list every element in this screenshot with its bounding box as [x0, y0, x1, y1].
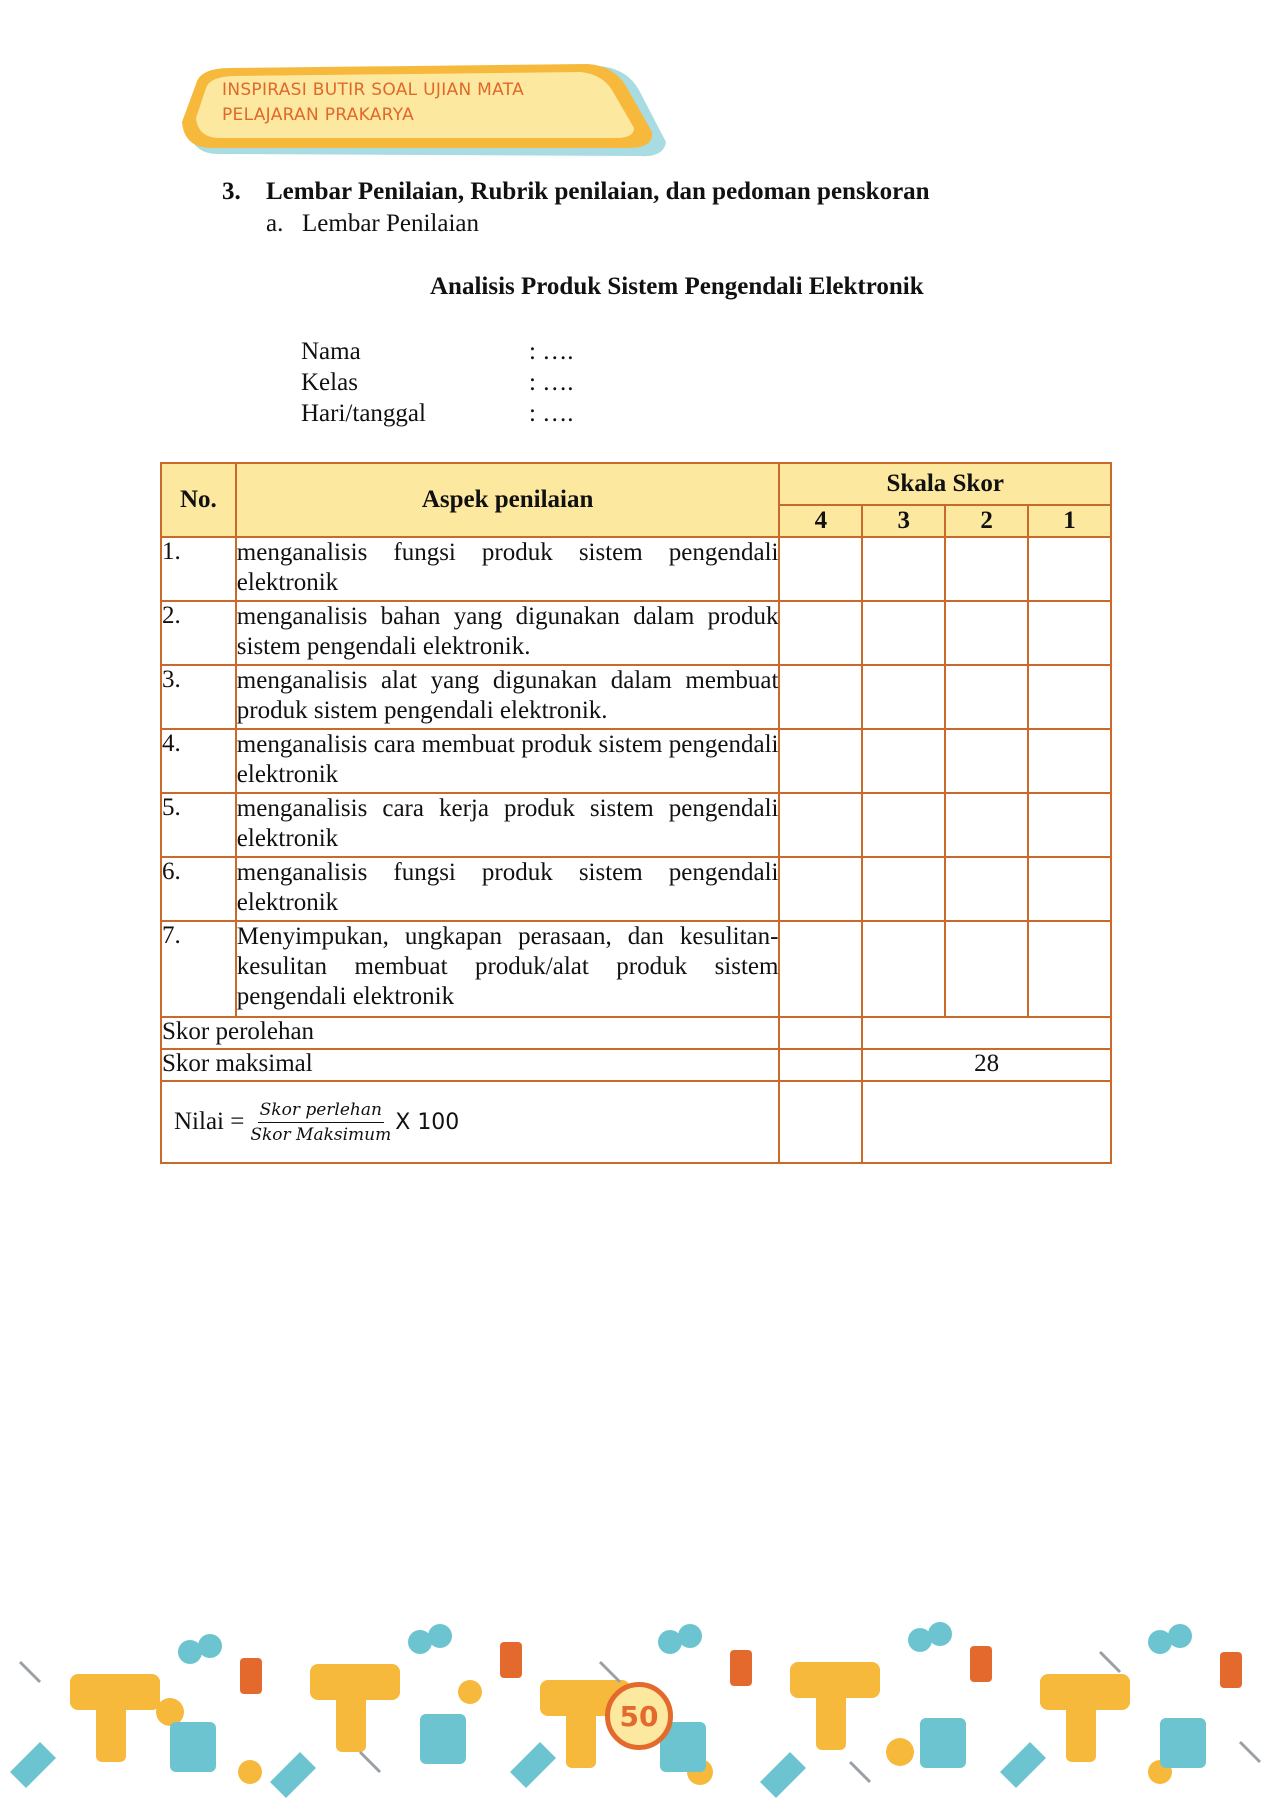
header-no: No.: [161, 463, 236, 537]
row-number: 6.: [161, 857, 236, 921]
score-cell[interactable]: [779, 729, 862, 793]
row-aspect: menganalisis fungsi produk sistem pengendali elektronik: [236, 857, 780, 921]
score-cell[interactable]: [779, 601, 862, 665]
score-cell[interactable]: [779, 793, 862, 857]
row-number: 5.: [161, 793, 236, 857]
header-score-1: 1: [1028, 505, 1111, 537]
subsection-heading: [266, 210, 479, 238]
header-score-4: 4: [779, 505, 862, 537]
skor-maksimal-value: 28: [862, 1049, 1111, 1081]
score-cell[interactable]: [862, 537, 945, 601]
score-cell[interactable]: [1028, 793, 1111, 857]
header-scale: Skala Skor: [779, 463, 1111, 505]
skor-maksimal-label: Skor maksimal: [161, 1049, 779, 1081]
header-line-2: PELAJARAN PRAKARYA: [222, 105, 415, 125]
row-aspect: menganalisis cara membuat produk sistem pengendali elektronik: [236, 729, 780, 793]
skor-maksimal-cell: [779, 1049, 862, 1081]
identity-label: Nama: [301, 338, 361, 365]
nilai-multiplier: X 100: [395, 1109, 460, 1135]
row-number: 2.: [161, 601, 236, 665]
score-cell[interactable]: [862, 793, 945, 857]
document-title: Analisis Produk Sistem Pengendali Elektronik: [430, 273, 924, 300]
score-cell[interactable]: [1028, 665, 1111, 729]
nilai-value[interactable]: [862, 1081, 1111, 1163]
score-cell[interactable]: [862, 921, 945, 1017]
score-cell[interactable]: [945, 729, 1028, 793]
row-aspect: menganalisis fungsi produk sistem pengendali elektronik: [236, 537, 780, 601]
nilai-cell[interactable]: [779, 1081, 862, 1163]
nilai-formula-cell: [161, 1081, 779, 1163]
table-row: [161, 601, 1111, 665]
skor-maksimal-row: [161, 1049, 1111, 1081]
row-aspect: menganalisis cara kerja produk sistem pengendali elektronik: [236, 793, 780, 857]
score-cell[interactable]: [779, 857, 862, 921]
row-number: 4.: [161, 729, 236, 793]
section-title: Lembar Penilaian, Rubrik penilaian, dan pedoman penskoran: [266, 178, 930, 205]
score-cell[interactable]: [862, 665, 945, 729]
table-row: [161, 665, 1111, 729]
header-score-2: 2: [945, 505, 1028, 537]
score-cell[interactable]: [1028, 857, 1111, 921]
table-row: [161, 921, 1111, 1017]
row-aspect: Menyimpukan, ungkapan perasaan, dan kesulitan-kesulitan membuat produk/alat produk sistem pengendali elektronik: [236, 921, 780, 1017]
header-aspect: Aspek penilaian: [236, 463, 780, 537]
score-cell[interactable]: [779, 921, 862, 1017]
row-number: 7.: [161, 921, 236, 1017]
identity-label: Hari/tanggal: [301, 400, 426, 427]
score-cell[interactable]: [862, 729, 945, 793]
score-cell[interactable]: [1028, 601, 1111, 665]
row-number: 1.: [161, 537, 236, 601]
nilai-label: Nilai =: [174, 1108, 245, 1135]
score-cell[interactable]: [779, 537, 862, 601]
section-number: 3.: [222, 178, 241, 205]
skor-perolehan-row: [161, 1017, 1111, 1049]
table-row: [161, 793, 1111, 857]
identity-row-nama: [301, 336, 573, 367]
score-cell[interactable]: [779, 665, 862, 729]
score-cell[interactable]: [1028, 729, 1111, 793]
score-cell[interactable]: [862, 857, 945, 921]
identity-row-hari-tanggal: [301, 398, 573, 429]
score-cell[interactable]: [945, 601, 1028, 665]
nilai-denominator: Skor Maksimum: [250, 1124, 392, 1145]
section-heading: [222, 178, 930, 206]
identity-label: Kelas: [301, 369, 358, 396]
header-score-3: 3: [862, 505, 945, 537]
score-cell[interactable]: [945, 921, 1028, 1017]
row-aspect: menganalisis alat yang digunakan dalam membuat produk sistem pengendali elektronik.: [236, 665, 780, 729]
page-number-badge: 50: [605, 1682, 673, 1750]
identity-value: : ….: [529, 369, 574, 396]
header-line-1: INSPIRASI BUTIR SOAL UJIAN MATA: [222, 80, 525, 100]
score-cell[interactable]: [945, 537, 1028, 601]
identity-row-kelas: [301, 367, 573, 398]
nilai-fraction: [248, 1098, 393, 1147]
table-row: [161, 729, 1111, 793]
table-row: [161, 857, 1111, 921]
score-cell[interactable]: [862, 601, 945, 665]
nilai-row: [161, 1081, 1111, 1163]
row-number: 3.: [161, 665, 236, 729]
score-cell[interactable]: [945, 793, 1028, 857]
identity-value: : ….: [529, 400, 574, 427]
score-cell[interactable]: [1028, 537, 1111, 601]
score-cell[interactable]: [945, 665, 1028, 729]
skor-perolehan-label: Skor perolehan: [161, 1017, 779, 1049]
skor-perolehan-cell[interactable]: [779, 1017, 862, 1049]
nilai-formula: [162, 1082, 778, 1162]
score-cell[interactable]: [945, 857, 1028, 921]
identity-value: : ….: [529, 338, 574, 365]
score-cell[interactable]: [1028, 921, 1111, 1017]
row-aspect: menganalisis bahan yang digunakan dalam produk sistem pengendali elektronik.: [236, 601, 780, 665]
table-row: [161, 537, 1111, 601]
nilai-numerator: Skor perlehan: [258, 1098, 384, 1123]
header-banner: [178, 62, 668, 162]
subsection-number: a.: [266, 210, 284, 237]
skor-perolehan-value[interactable]: [862, 1017, 1111, 1049]
assessment-table: [160, 462, 1112, 1164]
subsection-title: Lembar Penilaian: [302, 210, 480, 237]
identity-block: [301, 336, 573, 429]
